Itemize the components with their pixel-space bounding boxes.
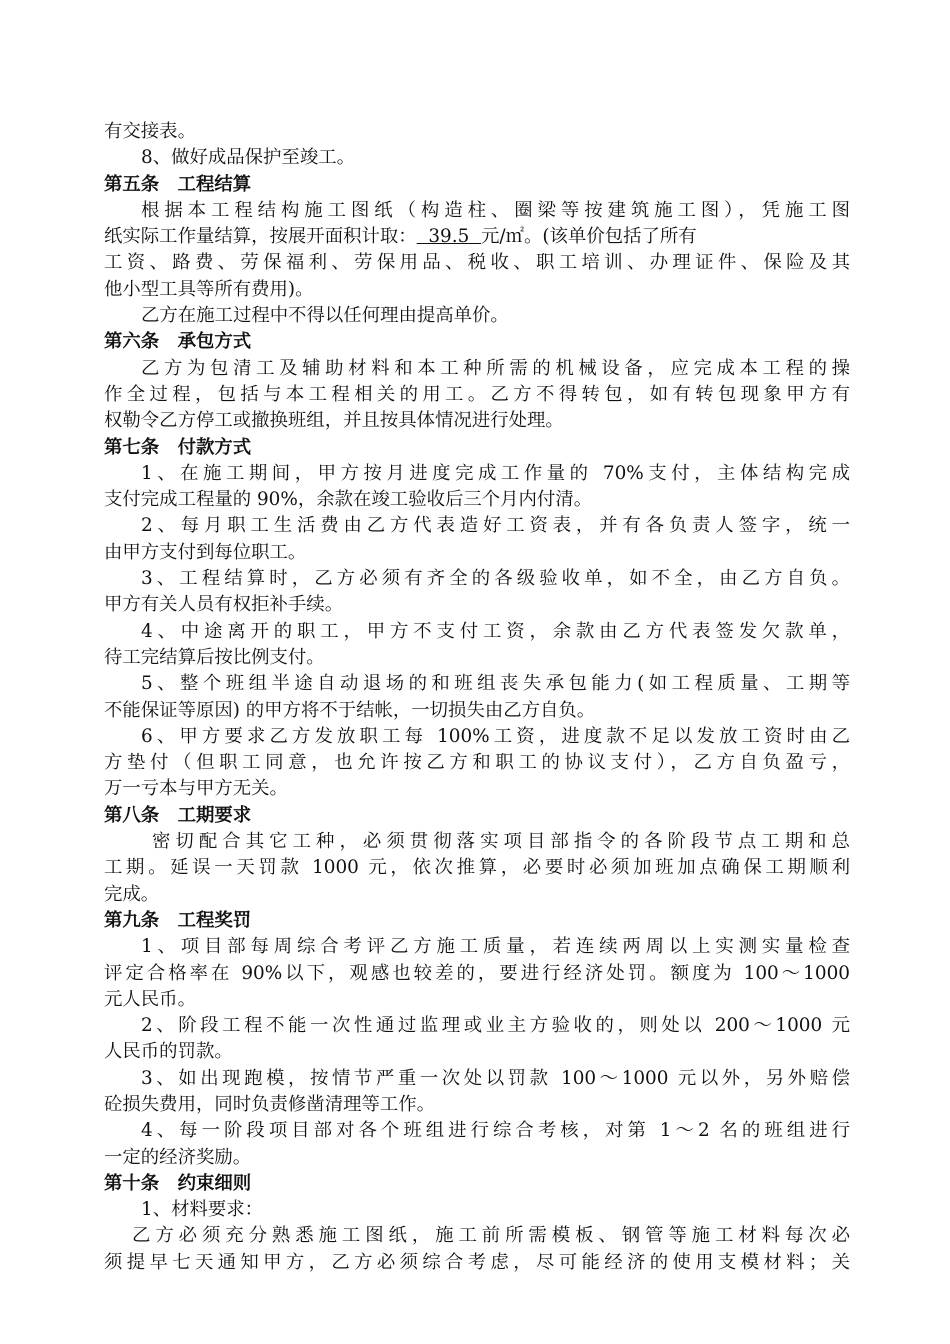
paragraph-line: 乙方在施工过程中不得以任何理由提高单价。: [141, 305, 509, 327]
section-heading: 第九条 工程奖罚: [104, 909, 252, 931]
price-suffix: 元/㎡。(该单价包括了所有: [481, 226, 697, 248]
section-heading: 第六条 承包方式: [104, 331, 252, 353]
paragraph-line: 元人民币。: [104, 988, 196, 1010]
paragraph-line: 砼损失费用，同时负责修凿清理等工作。: [104, 1093, 436, 1115]
paragraph-line: 乙方必须充分熟悉施工图纸，施工前所需模板、钢管等施工材料每次必: [132, 1225, 850, 1247]
paragraph-line: 根据本工程结构施工图纸（构造柱、圈梁等按建筑施工图），凭施工图: [141, 199, 850, 221]
section-heading: 第七条 付款方式: [104, 436, 252, 458]
paragraph-line: 一定的经济奖励。: [104, 1146, 252, 1168]
paragraph-line: 完成。: [104, 883, 160, 905]
paragraph-line: 不能保证等原因) 的甲方将不于结帐，一切损失由乙方自负。: [104, 699, 596, 721]
paragraph-line: 由甲方支付到每位职工。: [104, 541, 307, 563]
paragraph-line: 有交接表。: [104, 121, 196, 142]
section-heading: 第五条 工程结算: [104, 173, 252, 195]
list-item: 4、中途离开的职工，甲方不支付工资，余款由乙方代表签发欠款单，: [141, 620, 850, 642]
paragraph-line: 乙方为包清工及辅助材料和本工种所需的机械设备，应完成本工程的操: [141, 357, 850, 379]
paragraph-line: 须提早七天通知甲方，乙方必须综合考虑，尽可能经济的使用支模材料；关: [104, 1251, 850, 1273]
list-item: 2、阶段工程不能一次性通过监理或业主方验收的，则处以 200～1000 元: [141, 1015, 850, 1037]
document-page: [104, 119, 850, 1276]
paragraph-line: 权勒令乙方停工或撤换班组，并且按具体情况进行处理。: [104, 410, 564, 432]
paragraph-line: [104, 224, 850, 250]
list-item: 1、材料要求：: [141, 1199, 264, 1221]
paragraph-line: 支付完成工程量的 90%，余款在竣工验收后三个月内付清。: [104, 489, 593, 511]
paragraph-line: 方垫付（但职工同意，也允许按乙方和职工的协议支付），乙方自负盈亏，: [104, 752, 850, 774]
section-heading: 第十条 约束细则: [104, 1172, 252, 1194]
list-item: 3、如出现跑模，按情节严重一次处以罚款 100～1000 元以外，另外赔偿: [141, 1067, 850, 1089]
list-item: 5、整个班组半途自动退场的和班组丧失承包能力(如工程质量、工期等: [141, 673, 850, 695]
paragraph-line: 甲方有关人员有权拒补手续。: [104, 594, 344, 616]
paragraph-line: 待工完结算后按比例支付。: [104, 646, 325, 668]
list-item: 4、每一阶段项目部对各个班组进行综合考核，对第 1～2 名的班组进行: [141, 1120, 850, 1142]
list-item: 3、工程结算时，乙方必须有齐全的各级验收单，如不全，由乙方自负。: [141, 568, 850, 590]
list-item: 1、在施工期间，甲方按月进度完成工作量的 70%支付，主体结构完成: [141, 462, 850, 484]
unit-price-value: 39.5: [416, 226, 481, 248]
paragraph-line: 工资、路费、劳保福利、劳保用品、税收、职工培训、办理证件、保险及其: [104, 252, 850, 274]
list-item: 2、每月职工生活费由乙方代表造好工资表，并有各负责人签字，统一: [141, 515, 850, 537]
paragraph-line: 人民币的罚款。: [104, 1041, 233, 1063]
paragraph-line: 万一亏本与甲方无关。: [104, 778, 288, 800]
list-item: 8、做好成品保护至竣工。: [141, 147, 355, 169]
paragraph-line: 密切配合其它工种，必须贯彻落实项目部指令的各阶段节点工期和总: [152, 831, 850, 853]
paragraph-line: 评定合格率在 90%以下，观感也较差的，要进行经济处罚。额度为 100～1000: [104, 962, 850, 984]
section-heading: 第八条 工期要求: [104, 804, 252, 826]
price-prefix: 纸实际工作量结算，按展开面积计取：: [104, 226, 417, 248]
list-item: 1、项目部每周综合考评乙方施工质量，若连续两周以上实测实量检查: [141, 936, 850, 958]
paragraph-line: 工期。延误一天罚款 1000 元，依次推算，必要时必须加班加点确保工期顺利: [104, 857, 850, 879]
paragraph-line: 他小型工具等所有费用)。: [104, 278, 314, 300]
list-item: 6、甲方要求乙方发放职工每 100%工资，进度款不足以发放工资时由乙: [141, 725, 850, 747]
paragraph-line: 作全过程，包括与本工程相关的用工。乙方不得转包，如有转包现象甲方有: [104, 383, 850, 405]
